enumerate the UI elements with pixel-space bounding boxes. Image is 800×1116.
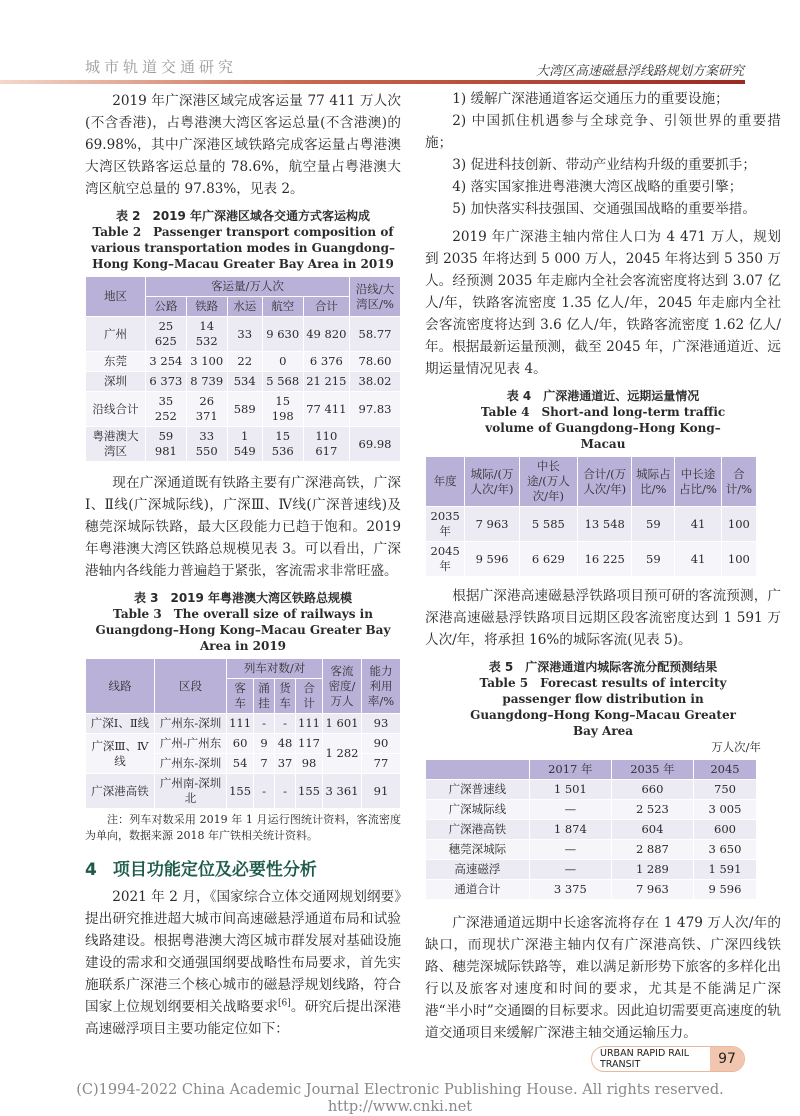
table-row — [426, 880, 757, 900]
cell: 604 — [611, 820, 693, 840]
journal-badge — [591, 1046, 745, 1072]
cell: 21 215 — [303, 372, 349, 392]
table-row — [86, 774, 401, 809]
cell: 600 — [693, 820, 756, 840]
th: 合计 — [303, 297, 349, 317]
table-row — [426, 820, 757, 840]
cell: 41 — [675, 507, 722, 542]
th: 中长途/(万人次/年) — [519, 457, 577, 507]
list-item: 1) 缓解广深港通道客运交通压力的重要设施； — [452, 91, 729, 107]
th: 年度 — [426, 457, 465, 507]
th: 航空 — [262, 297, 303, 317]
cell: 534 — [227, 372, 262, 392]
table-row — [426, 800, 757, 820]
cell: 13 548 — [578, 507, 632, 542]
cell: 15 198 — [262, 392, 303, 427]
th: 2045 — [693, 760, 756, 780]
cell: 100 — [721, 507, 756, 542]
th: 客车 — [227, 679, 254, 714]
cell: 2 887 — [611, 840, 693, 860]
right-column — [425, 88, 781, 1050]
caption-zh: 表 3 2019 年粤港澳大湾区铁路总规模 — [133, 591, 353, 605]
cell: 98 — [296, 754, 323, 774]
table-row — [426, 860, 757, 880]
cell: 1 549 — [227, 427, 262, 462]
table2-caption — [85, 208, 401, 272]
cell: 5 568 — [262, 372, 303, 392]
cell: 60 — [227, 734, 254, 754]
cell: 33 — [227, 317, 262, 352]
cell: 7 963 — [465, 507, 519, 542]
cell: 3 100 — [186, 352, 227, 372]
cell: 100 — [721, 542, 756, 577]
list-item: 4) 落实国家推进粤港澳大湾区战略的重要引擎； — [452, 179, 743, 195]
caption-en: Table 2 Passenger transport composition of various transportation modes in Guangdong–Hong Kong–Macau Greater Bay Area in 2019 — [91, 225, 395, 271]
th: 能力利用率/% — [362, 659, 401, 714]
paragraph: 2019 年广深港区域完成客运量 77 411 万人次(不含香港)，占粤港澳大湾区客运总量(不含港澳)的 69.98%，其中广深港区域铁路完成客运量占粤港澳大湾区铁路客运总量的 78.6%，航空量占粤港澳大湾区航空总量的 97.83%，见表 2。 — [85, 93, 401, 197]
cell: — — [529, 800, 611, 820]
list-item: 5) 加快落实科技强国、交通强国战略的重要举措。 — [452, 201, 756, 217]
cell: 广深港高铁 — [426, 820, 530, 840]
cell: 广州 — [86, 317, 146, 352]
th: 涌挂 — [254, 679, 275, 714]
text: 。研究后提出深港高速磁浮项目主要功能定位如下： — [85, 999, 402, 1037]
section-title: 项目功能定位及必要性分析 — [112, 860, 317, 880]
cell: 41 — [675, 542, 722, 577]
cell: 广深城际线 — [426, 800, 530, 820]
cell: 77 — [362, 754, 401, 774]
cell: 2 523 — [611, 800, 693, 820]
cell: 1 282 — [323, 734, 362, 774]
running-title: 大湾区高速磁悬浮线路规划方案研究 — [535, 64, 744, 79]
cell: 广州-广州东 — [154, 734, 226, 754]
cell: 7 — [254, 754, 275, 774]
cell: - — [254, 774, 275, 809]
cell: 3 361 — [323, 774, 362, 809]
left-column — [85, 90, 401, 1046]
table-row — [426, 780, 757, 800]
th: 客流密度/万人 — [323, 659, 362, 714]
cell: 33 550 — [186, 427, 227, 462]
table-row — [426, 507, 757, 542]
cell: 9 596 — [465, 542, 519, 577]
cell: 广州东-深圳 — [154, 714, 226, 734]
cell: 59 — [632, 507, 675, 542]
caption-en: Table 4 Short-and long-term traffic volume of Guangdong–Hong Kong–Macau — [480, 405, 726, 451]
caption-en: Table 5 Forecast results of intercity passenger flow distribution in Guangdong–Hong Kong–Macau Greater Bay Area — [470, 676, 736, 738]
table-row — [86, 352, 401, 372]
cell: 7 963 — [611, 880, 693, 900]
watermark: 城市轨道交通研究 — [85, 58, 238, 76]
th: 2035 年 — [611, 760, 693, 780]
table5 — [425, 759, 757, 900]
cell: 2035 年 — [426, 507, 465, 542]
citation-ref[interactable]: [6] — [277, 998, 291, 1009]
cell: 广州东-深圳 — [154, 754, 226, 774]
cell: 78.60 — [350, 352, 401, 372]
cell: 59 — [632, 542, 675, 577]
cell: 通道合计 — [426, 880, 530, 900]
cell: 6 629 — [519, 542, 577, 577]
cell: 3 375 — [529, 880, 611, 900]
cell: 37 — [275, 754, 296, 774]
section-heading — [85, 858, 401, 882]
cell: 22 — [227, 352, 262, 372]
cell: 广深普速线 — [426, 780, 530, 800]
cell: 26 371 — [186, 392, 227, 427]
cell: 6 376 — [303, 352, 349, 372]
cell: 38.02 — [350, 372, 401, 392]
table-row — [86, 392, 401, 427]
cell: 589 — [227, 392, 262, 427]
cell: 9 630 — [262, 317, 303, 352]
cell: 15 536 — [262, 427, 303, 462]
cell: 广深Ⅰ、Ⅱ线 — [86, 714, 155, 734]
cell: 660 — [611, 780, 693, 800]
table5-caption — [425, 659, 781, 755]
cell: - — [254, 714, 275, 734]
caption-zh: 表 5 广深港通道内城际客流分配预测结果 — [488, 660, 718, 674]
cell: 广深Ⅲ、Ⅳ线 — [86, 734, 155, 774]
th: 中长途占比/% — [675, 457, 722, 507]
cell: 16 225 — [578, 542, 632, 577]
cell: 5 585 — [519, 507, 577, 542]
cell: 49 820 — [303, 317, 349, 352]
cell: 111 — [227, 714, 254, 734]
section-number: 4 — [85, 860, 97, 880]
table3 — [85, 658, 401, 809]
table-row — [86, 427, 401, 462]
table4-caption — [425, 388, 781, 452]
list-item: 3) 促进科技创新、带动产业结构升级的重要抓手； — [452, 157, 756, 173]
cell: 深圳 — [86, 372, 146, 392]
caption-en: Table 3 The overall size of railways in Guangdong–Hong Kong–Macau Greater Bay Area in 2019 — [95, 607, 391, 653]
cell: 93 — [362, 714, 401, 734]
cell: 3 650 — [693, 840, 756, 860]
cell: 77 411 — [303, 392, 349, 427]
cell: 2045 年 — [426, 542, 465, 577]
table-row — [86, 734, 401, 754]
cell: - — [275, 714, 296, 734]
cell: 91 — [362, 774, 401, 809]
cell: — — [529, 840, 611, 860]
th: 区段 — [154, 659, 226, 714]
cell: 9 — [254, 734, 275, 754]
th: 地区 — [86, 277, 146, 317]
table3-caption — [85, 590, 401, 654]
cell: 穗莞深城际 — [426, 840, 530, 860]
cell: 110 617 — [303, 427, 349, 462]
cell: 25 625 — [146, 317, 187, 352]
th: 客运量/万人次 — [146, 277, 350, 297]
cell: 广州南-深圳北 — [154, 774, 226, 809]
cell: 广深港高铁 — [86, 774, 155, 809]
th: 列车对数/对 — [227, 659, 323, 679]
paragraph: 现在广深通道既有铁路主要有广深港高铁，广深Ⅰ、Ⅱ线(广深城际线)，广深Ⅲ、Ⅳ线(广深普速线)及穗莞深城际铁路，最大区段能力已趋于饱和。2019 年粤港澳大湾区铁路总规模见表 3。可以看出，广深港轴内各线能力普遍趋于紧张，客流需求非常旺盛。 — [85, 475, 401, 579]
table4 — [425, 456, 757, 577]
caption-zh: 表 4 广深港通道近、远期运量情况 — [506, 389, 700, 403]
cell: 155 — [227, 774, 254, 809]
cell: 0 — [262, 352, 303, 372]
journal-name: URBAN RAPID RAIL TRANSIT — [600, 1048, 690, 1070]
paragraph: 2019 年广深港主轴内常住人口为 4 471 万人，规划到 2035 年将达到 5 000 万人，2045 年将达到 5 350 万人。经预测 2035 年走廊内全社会客流密度将达到 3.07 亿人/年，铁路客流密度 1.35 亿人/年，2045 年走廊内全社会客流密度将达到 3.6 亿人/年，铁路客流密度 1.62 亿人/年。根据最新运量预测，截至 2045 年，广深港通道近、远期运量情况见表 4。 — [425, 229, 781, 377]
cell: 1 501 — [529, 780, 611, 800]
th — [426, 760, 530, 780]
cell: 155 — [296, 774, 323, 809]
th: 城际/(万人次/年) — [465, 457, 519, 507]
cell: 1 591 — [693, 860, 756, 880]
th: 城际占比/% — [632, 457, 675, 507]
table-row — [86, 317, 401, 352]
cell: 沿线合计 — [86, 392, 146, 427]
cell: 59 981 — [146, 427, 187, 462]
cell: 1 601 — [323, 714, 362, 734]
th: 线路 — [86, 659, 155, 714]
cell: 35 252 — [146, 392, 187, 427]
cell: 东莞 — [86, 352, 146, 372]
cell: 54 — [227, 754, 254, 774]
paragraph: 广深港通道远期中长途客流将存在 1 479 万人次/年的缺口，而现状广深港主轴内仅有广深港高铁、广深四线铁路、穗莞深城际铁路等，难以满足新形势下旅客的多样化出行以及旅客对速度和时间的要求，尤其是不能满足广深港“半小时”交通圈的目标要求。因此迫切需要更高速度的轨道交通项目来缓解广深港主轴交通运输压力。 — [425, 915, 781, 1041]
cell: 1 289 — [611, 860, 693, 880]
cell: 97.83 — [350, 392, 401, 427]
table-row — [426, 840, 757, 860]
table2 — [85, 276, 401, 462]
th: 货车 — [275, 679, 296, 714]
th: 沿线/大湾区/% — [350, 277, 401, 317]
cell: 1 874 — [529, 820, 611, 840]
cell: 750 — [693, 780, 756, 800]
cell: 3 254 — [146, 352, 187, 372]
cell: 9 596 — [693, 880, 756, 900]
cell: 69.98 — [350, 427, 401, 462]
cell: 6 373 — [146, 372, 187, 392]
cell: 48 — [275, 734, 296, 754]
th: 公路 — [146, 297, 187, 317]
list-item: 2) 中国抓住机遇参与全球竞争、引领世界的重要措施； — [425, 113, 781, 151]
header-rule — [0, 80, 745, 84]
paragraph — [85, 886, 401, 1040]
paragraph: 根据广深港高速磁悬浮铁路项目预可研的客流预测，广深港高速磁悬浮铁路项目远期区段客流密度达到 1 591 万人次/年，将承担 16%的城际客流(见表 5)。 — [425, 588, 781, 648]
text: 2021 年 2 月，《国家综合立体交通网规划纲要》提出研究推进超大城市间高速磁悬浮通道布局和试验线路建设。根据粤港澳大湾区城市群发展对基础设施建设的需求和交通强国纲要战略性布局要求，首先实施联系广深港三个核心城市的磁悬浮规划线路，符合国家上位规划纲要相关战略要求 — [85, 889, 401, 1015]
cell: 90 — [362, 734, 401, 754]
cell: 58.77 — [350, 317, 401, 352]
copyright-notice: (C)1994-2022 China Academic Journal Electronic Publishing House. All rights reserved. http://www.cnki.net — [76, 1082, 739, 1115]
cell: 14 532 — [186, 317, 227, 352]
cell: 8 739 — [186, 372, 227, 392]
cell: 111 — [296, 714, 323, 734]
caption-zh: 表 2 2019 年广深港区域各交通方式客运构成 — [115, 209, 371, 223]
table-row — [86, 372, 401, 392]
cell: 117 — [296, 734, 323, 754]
cell: 高速磁浮 — [426, 860, 530, 880]
th: 合计/(万人次/年) — [578, 457, 632, 507]
th: 2017 年 — [529, 760, 611, 780]
th: 合计 — [296, 679, 323, 714]
th: 铁路 — [186, 297, 227, 317]
cell: 粤港澳大湾区 — [86, 427, 146, 462]
table5-unit: 万人次/年 — [711, 740, 761, 754]
page-number: 97 — [710, 1047, 744, 1071]
cell: 3 005 — [693, 800, 756, 820]
table3-note: 注：列车对数采用 2019 年 1 月运行图统计资料，客流密度为单向，数据来源 2018 年广铁相关统计资料。 — [85, 813, 401, 842]
th: 水运 — [227, 297, 262, 317]
cell: — — [529, 860, 611, 880]
th: 合计/% — [721, 457, 756, 507]
table-row — [426, 542, 757, 577]
cell: - — [275, 774, 296, 809]
table-row — [86, 714, 401, 734]
